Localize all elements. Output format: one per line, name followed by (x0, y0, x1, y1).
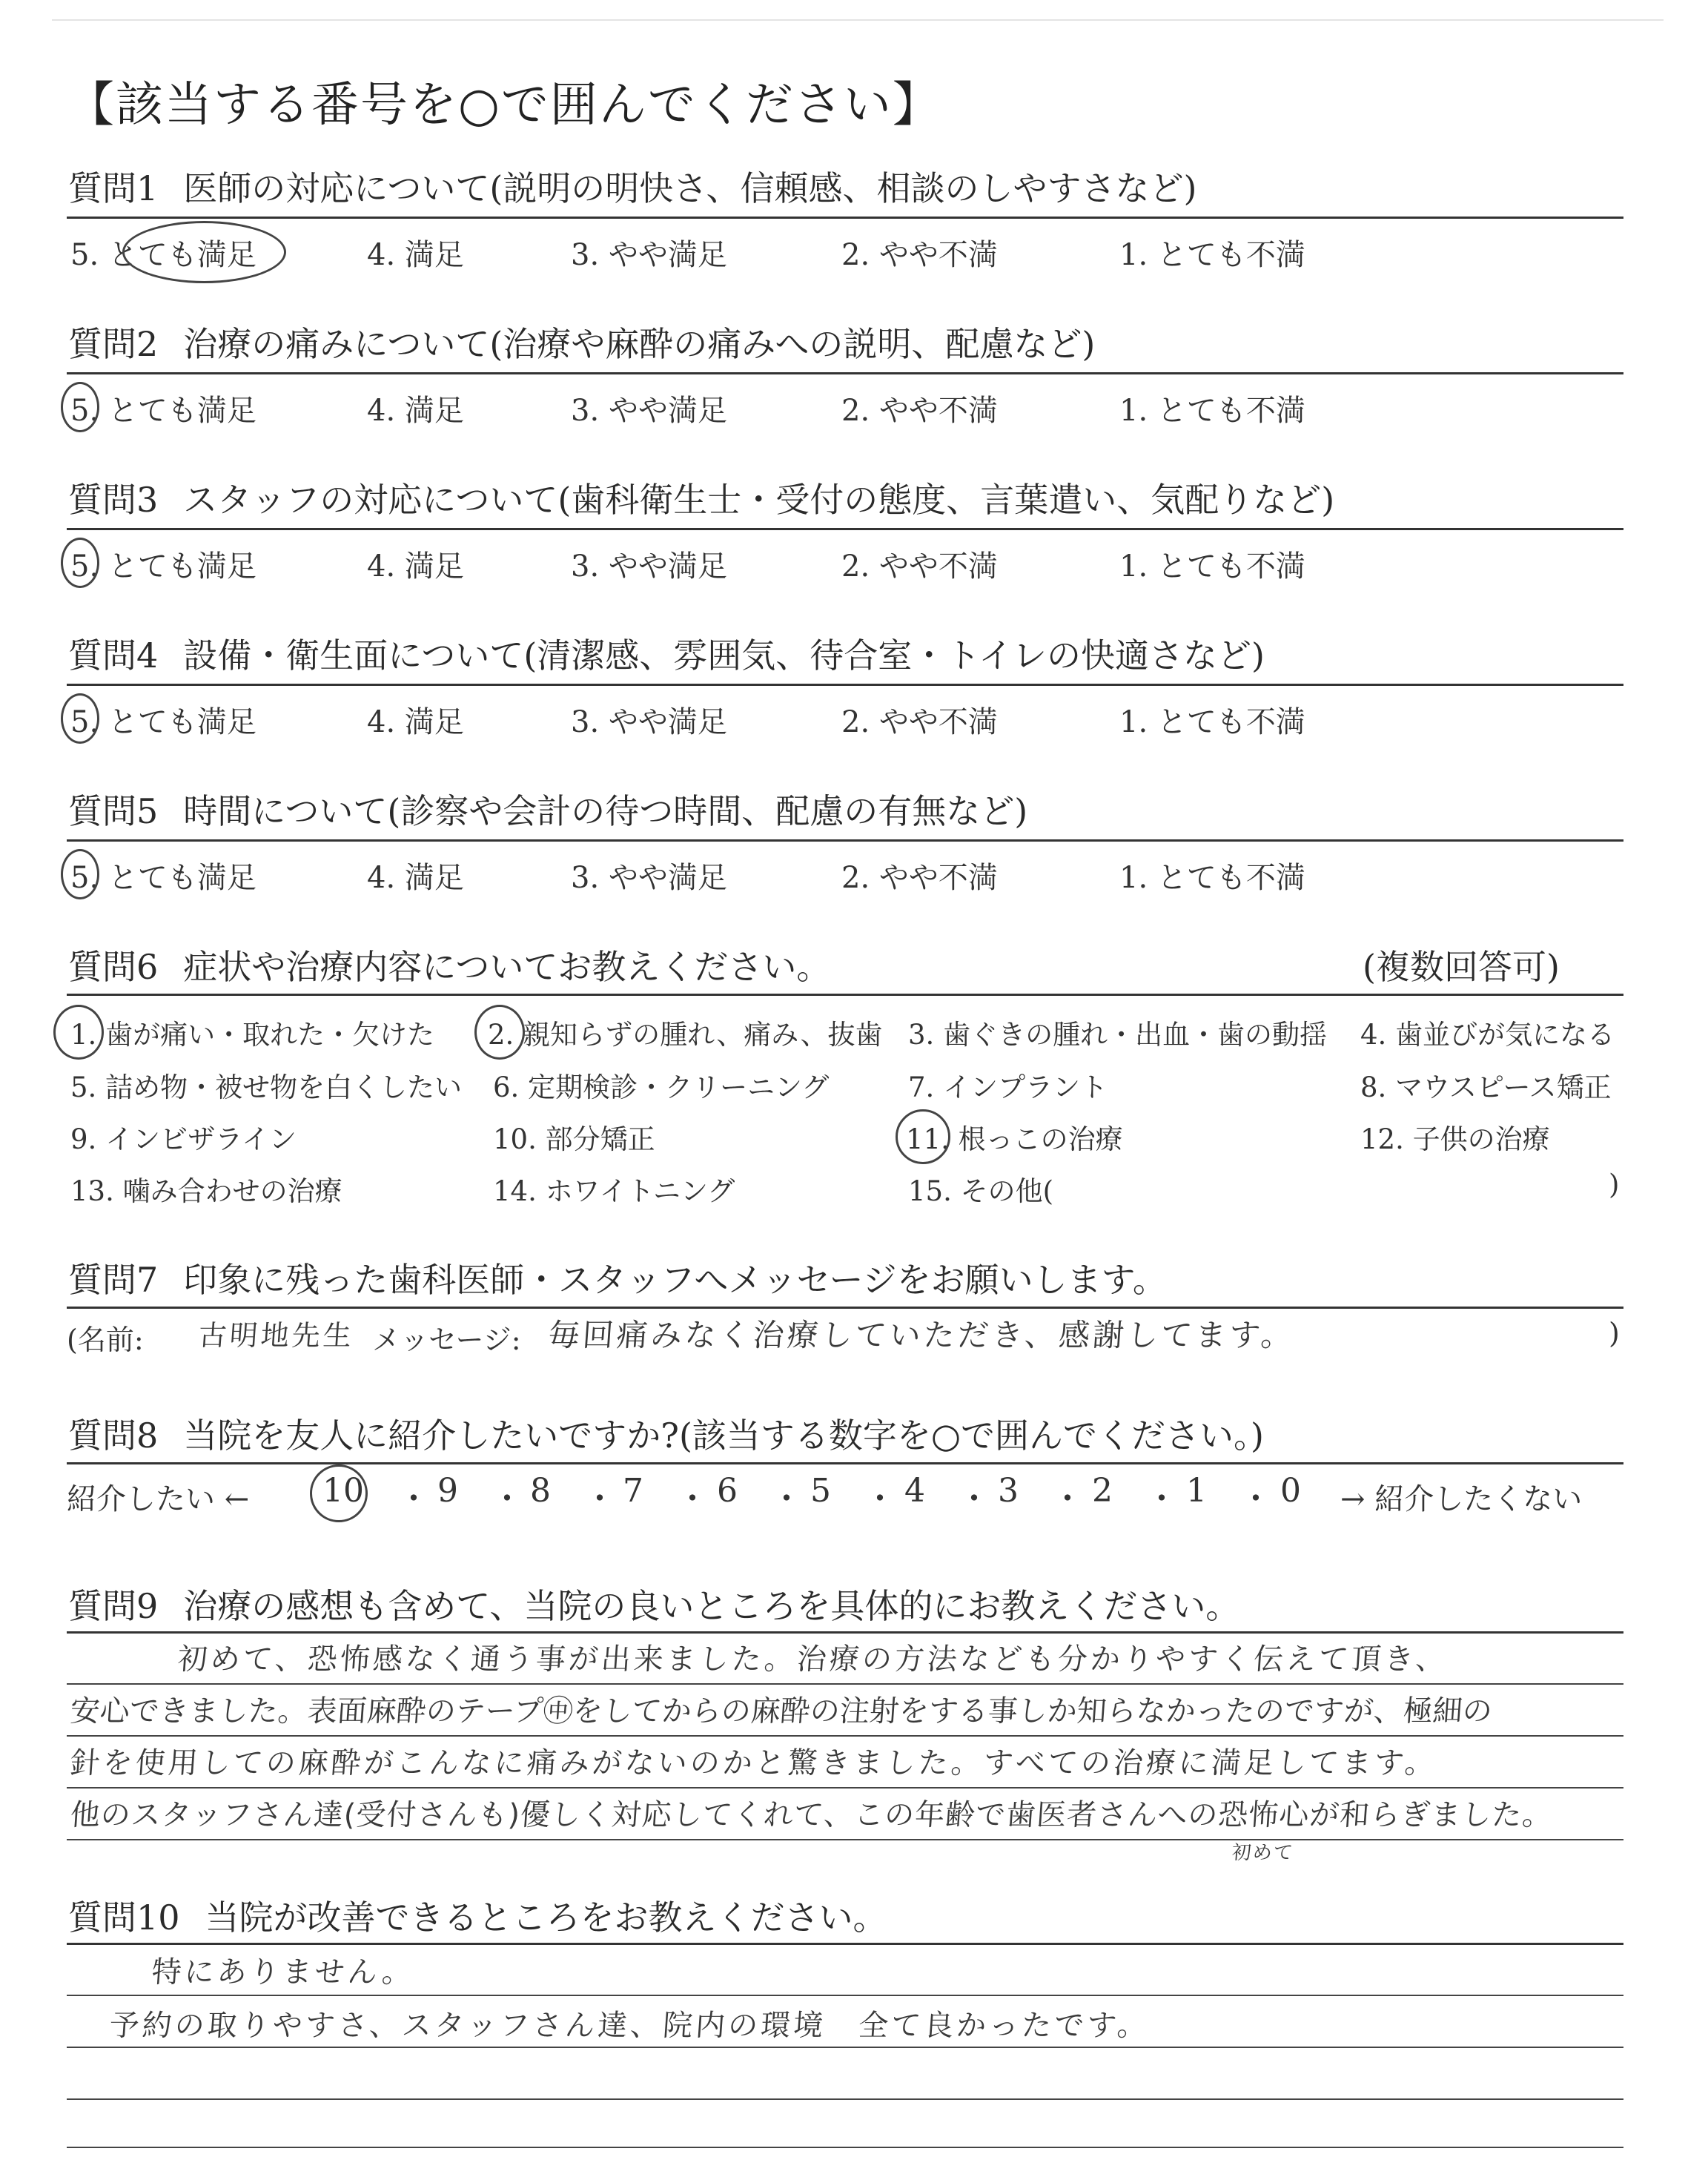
question-4 (68, 629, 1265, 678)
question-number: 質問2 (68, 324, 159, 364)
question-rule (67, 684, 1623, 686)
question-text: 治療の痛みについて(治療や麻酔の痛みへの説明、配慮など) (183, 324, 1096, 364)
option-2[interactable]: 2. やや不満 (841, 861, 998, 895)
question-rule (67, 1943, 1623, 1945)
question-text: 当院が改善できるところをお教えください。 (205, 1898, 887, 1938)
option-4[interactable]: 4. 満足 (367, 549, 464, 584)
message-value[interactable]: 毎回痛みなく治療していただき、感謝してます。 (547, 1317, 1297, 1353)
question-2 (68, 317, 1095, 366)
name-label: (名前: (67, 1324, 144, 1356)
q6-option-1[interactable]: 1. 歯が痛い・取れた・欠けた (70, 1019, 435, 1051)
question-text: 症状や治療内容についてお教えください。 (183, 947, 831, 987)
scale-7[interactable]: 7 (623, 1472, 643, 1510)
option-4[interactable]: 4. 満足 (367, 705, 464, 739)
selection-circle (53, 1005, 104, 1060)
answer-line (67, 2147, 1623, 2148)
question-rule (67, 217, 1623, 219)
scale-dot: ・ (1145, 1480, 1178, 1518)
selection-circle (310, 1464, 368, 1522)
question-text: 設備・衛生面について(清潔感、雰囲気、待合室・トイレの快適さなど) (183, 635, 1265, 676)
multiple-answer-note: (複数回答可) (1363, 947, 1560, 987)
option-2[interactable]: 2. やや不満 (841, 549, 998, 584)
q6-option-10[interactable]: 10. 部分矯正 (493, 1123, 655, 1155)
answer-line (67, 1995, 1623, 1996)
scale-3[interactable]: 3 (998, 1472, 1019, 1510)
scale-2[interactable]: 2 (1092, 1472, 1113, 1510)
question-8 (68, 1409, 1264, 1458)
question-number: 質問5 (68, 791, 159, 831)
question-text: スタッフの対応について(歯科衛生士・受付の態度、言葉遣い、気配りなど) (183, 480, 1335, 520)
q6-option-9[interactable]: 9. インビザライン (70, 1123, 297, 1155)
question-number: 質問8 (68, 1416, 159, 1456)
scale-dot: ・ (676, 1480, 709, 1518)
question-text: 当院を友人に紹介したいですか?(該当する数字を○で囲んでください。) (183, 1416, 1264, 1456)
q6-option-4[interactable]: 4. 歯並びが気になる (1360, 1019, 1615, 1051)
option-1[interactable]: 1. とても不満 (1119, 238, 1305, 272)
option-5[interactable]: 5. とても満足 (70, 394, 256, 428)
option-3[interactable]: 3. やや満足 (571, 394, 727, 428)
scale-4[interactable]: 4 (904, 1472, 925, 1510)
answer-line (67, 1839, 1623, 1840)
question-number: 質問7 (68, 1260, 159, 1300)
q6-option-14[interactable]: 14. ホワイトニング (493, 1175, 735, 1207)
selection-circle (61, 382, 99, 432)
q6-option-12[interactable]: 12. 子供の治療 (1360, 1123, 1550, 1155)
q9-answer-line-3[interactable]: 針を使用しての麻酔がこんなに痛みがないのかと驚きました。すべての治療に満足してます。 (69, 1746, 1439, 1780)
q6-option-5[interactable]: 5. 詰め物・被せ物を白くしたい (70, 1071, 463, 1103)
question-text: 時間について(診察や会計の待つ時間、配慮の有無など) (183, 791, 1028, 831)
answer-line (67, 2047, 1623, 2048)
scale-0[interactable]: 0 (1280, 1472, 1301, 1510)
selection-circle (896, 1109, 950, 1164)
selection-circle (122, 221, 286, 283)
scale-8[interactable]: 8 (530, 1472, 551, 1510)
question-7 (68, 1253, 1167, 1302)
scale-dot: ・ (583, 1480, 616, 1518)
option-1[interactable]: 1. とても不満 (1119, 861, 1305, 895)
option-5[interactable]: 5. とても満足 (70, 238, 256, 272)
scale-dot: ・ (491, 1480, 523, 1518)
question-number: 質問10 (68, 1898, 180, 1938)
question-5 (68, 785, 1027, 833)
question-rule (67, 1462, 1623, 1464)
selection-circle (474, 1005, 525, 1060)
option-4[interactable]: 4. 満足 (367, 861, 464, 895)
question-10 (68, 1891, 887, 1940)
scale-9[interactable]: 9 (437, 1472, 458, 1510)
q6-option-2[interactable]: 2. 親知らずの腫れ、痛み、抜歯 (488, 1019, 883, 1051)
q6-option-3[interactable]: 3. 歯ぐきの腫れ・出血・歯の動揺 (908, 1019, 1328, 1051)
scale-dot: ・ (864, 1480, 896, 1518)
option-1[interactable]: 1. とても不満 (1119, 549, 1305, 584)
question-number: 質問4 (68, 635, 159, 676)
q10-answer-line-2[interactable]: 予約の取りやすさ、スタッフさん達、院内の環境 全て良かったです。 (108, 2009, 1151, 2043)
answer-line (67, 1735, 1623, 1737)
scale-6[interactable]: 6 (717, 1472, 738, 1510)
q6-option-15[interactable]: 15. その他( (908, 1175, 1054, 1207)
scale-5[interactable]: 5 (810, 1472, 831, 1510)
selection-circle (61, 693, 99, 744)
option-2[interactable]: 2. やや不満 (841, 705, 998, 739)
scale-left-label: 紹介したい ← (67, 1482, 250, 1516)
question-6 (68, 940, 830, 989)
scale-1[interactable]: 1 (1186, 1472, 1207, 1510)
question-text: 医師の対応について(説明の明快さ、信頼感、相談のしやすさなど) (183, 168, 1197, 208)
q6-option-13[interactable]: 13. 噛み合わせの治療 (70, 1175, 342, 1207)
scale-dot: ・ (958, 1480, 990, 1518)
q6-option-7[interactable]: 7. インプラント (908, 1071, 1108, 1103)
option-1[interactable]: 1. とても不満 (1119, 394, 1305, 428)
option-3[interactable]: 3. やや満足 (571, 705, 727, 739)
top-border (52, 19, 1664, 21)
question-rule (67, 994, 1623, 996)
q6-other-close: ) (1609, 1169, 1620, 1200)
message-close: ) (1609, 1317, 1620, 1350)
form-title: 【該当する番号を○で囲んでください】 (67, 78, 941, 133)
question-text: 治療の感想も含めて、当院の良いところを具体的にお教えください。 (183, 1586, 1240, 1626)
q9-answer-line-4[interactable]: 他のスタッフさん達(受付さんも)優しく対応してくれて、この年齢で歯医者さんへの恐怖心が和らぎました。 (69, 1798, 1554, 1832)
q6-option-8[interactable]: 8. マウスピース矯正 (1360, 1071, 1612, 1103)
question-rule (67, 839, 1623, 842)
question-3 (68, 473, 1334, 522)
q9-answer-line-2[interactable]: 安心できました。表面麻酔のテープ㊥をしてからの麻酔の注射をする事しか知らなかったのですが、極細の (69, 1694, 1494, 1728)
scale-dot: ・ (770, 1480, 803, 1518)
selection-circle (61, 849, 99, 899)
option-4[interactable]: 4. 満足 (367, 238, 464, 272)
q6-option-11[interactable]: 11. 根っこの治療 (906, 1123, 1123, 1155)
selection-circle (61, 538, 99, 588)
question-rule (67, 372, 1623, 374)
question-9 (68, 1579, 1239, 1628)
answer-line (67, 1787, 1623, 1789)
scale-10[interactable]: 10 (322, 1472, 364, 1510)
scale-dot: ・ (1051, 1480, 1084, 1518)
option-5[interactable]: 5. とても満足 (70, 705, 256, 739)
option-4[interactable]: 4. 満足 (367, 394, 464, 428)
option-2[interactable]: 2. やや不満 (841, 394, 998, 428)
answer-line (67, 2098, 1623, 2100)
question-1 (68, 162, 1196, 211)
question-text: 印象に残った歯科医師・スタッフへメッセージをお願いします。 (183, 1260, 1167, 1300)
q6-option-6[interactable]: 6. 定期検診・クリーニング (493, 1071, 830, 1103)
scale-dot: ・ (1239, 1480, 1272, 1518)
q10-answer-line-1[interactable]: 特にありません。 (150, 1955, 416, 1989)
question-number: 質問1 (68, 168, 159, 208)
question-rule (67, 1307, 1623, 1309)
question-rule (67, 528, 1623, 530)
q9-inserted-word[interactable]: 初めて (1231, 1842, 1295, 1864)
name-value[interactable]: 古明地先生 (197, 1319, 356, 1352)
message-label: メッセージ: (372, 1324, 521, 1356)
question-number: 質問3 (68, 480, 159, 520)
option-2[interactable]: 2. やや不満 (841, 238, 998, 272)
answer-line (67, 1683, 1623, 1685)
question-number: 質問6 (68, 947, 159, 987)
scale-dot: ・ (397, 1480, 430, 1518)
question-number: 質問9 (68, 1586, 159, 1626)
option-3[interactable]: 3. やや満足 (571, 238, 727, 272)
option-5[interactable]: 5. とても満足 (70, 861, 256, 895)
option-1[interactable]: 1. とても不満 (1119, 705, 1305, 739)
option-3[interactable]: 3. やや満足 (571, 549, 727, 584)
option-3[interactable]: 3. やや満足 (571, 861, 727, 895)
q9-answer-line-1[interactable]: 初めて、恐怖感なく通う事が出来ました。治療の方法なども分かりやすく伝えて頂き、 (176, 1642, 1449, 1677)
question-rule (67, 1631, 1623, 1634)
scale-right-label: → 紹介したくない (1340, 1482, 1583, 1516)
option-5[interactable]: 5. とても満足 (70, 549, 256, 584)
